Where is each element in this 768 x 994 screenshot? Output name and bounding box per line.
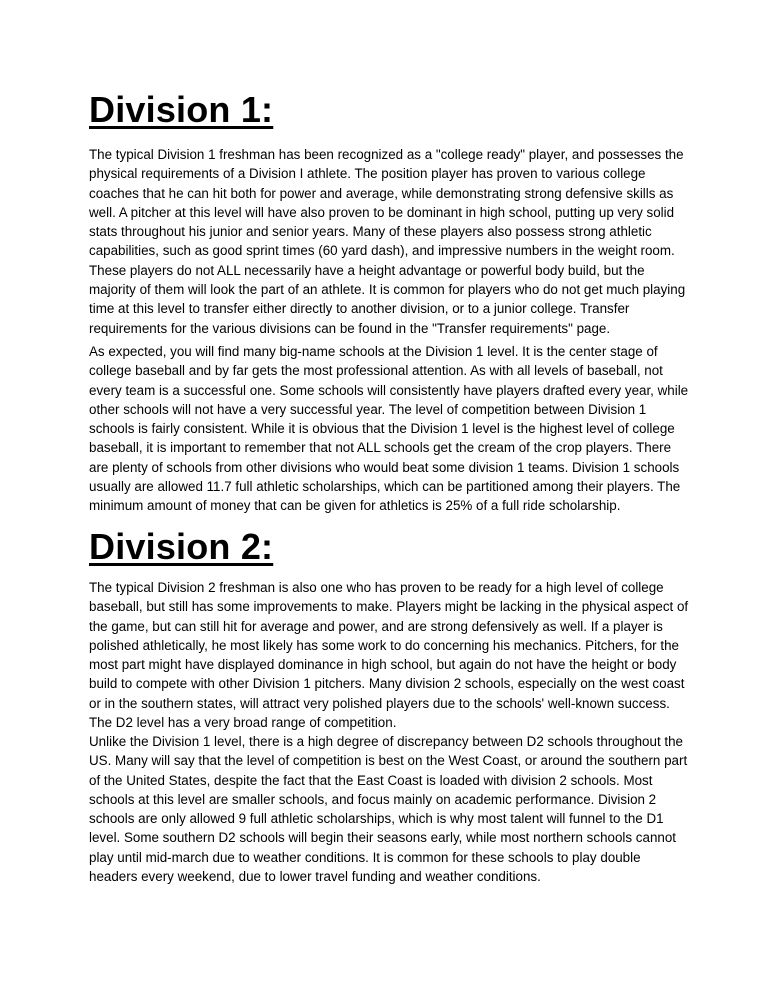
section-heading-division-2: Division 2: xyxy=(89,526,274,567)
division-1-paragraph-1: The typical Division 1 freshman has been recognized as a "college ready" player, and possesses the physical requirements of a Division I athlete. The position player has proven to various college coaches that he can hit both for power and average, while demonstrating strong defensive skills as well. A pitcher at this level will have also proven to be dominant in high school, putting up very solid stats throughout his junior and senior years. Many of these players also possess strong athletic capabilities, such as good sprint times (60 yard dash), and impressive numbers in the weight room. These players do not ALL necessarily have a height advantage or powerful body build, but the majority of them will look the part of an athlete. It is common for players who do not get much playing time at this level to transfer either directly to another division, or to a junior college. Transfer requirements for the various divisions can be found in the "Transfer requirements" page. xyxy=(89,147,686,336)
division-2-paragraph-2: Unlike the Division 1 level, there is a high degree of discrepancy between D2 schools throughout the US. Many will say that the level of competition is best on the West Coast, or around the southern part of the United States, despite the fact that the East Coast is loaded with division 2 schools. Most schools at this level are smaller schools, and focus mainly on academic performance. Division 2 schools are only allowed 9 full athletic scholarships, which is why most talent will funnel to the D1 level. Some southern D2 schools will begin their seasons early, while most northern schools cannot play until mid-march due to weather conditions. It is common for these schools to play double headers every weekend, due to lower travel funding and weather conditions. xyxy=(89,734,688,885)
division-2-paragraph-1: The typical Division 2 freshman is also one who has proven to be ready for a high level of college baseball, but still has some improvements to make. Players might be lacking in the physical aspect of the game, but can still hit for average and power, and are strong defensively as well. If a player is polished athletically, he most likely has some work to do concerning his mechanics. Pitchers, for the most part might have displayed dominance in high school, but again do not have the height or body build to compete with other Division 1 pitchers. Many division 2 schools, especially on the west coast or in the southern states, will attract very polished players due to the schools' well-known success. The D2 level has a very broad range of competition. xyxy=(89,580,689,731)
section-heading-division-1: Division 1: xyxy=(89,89,274,130)
division-1-paragraph-2: As expected, you will find many big-name schools at the Division 1 level. It is the center stage of college baseball and by far gets the most professional attention. As with all levels of baseball, not every team is a successful one. Some schools will consistently have players drafted every year, while other schools will not have a very successful year. The level of competition between Division 1 schools is fairly consistent. While it is obvious that the Division 1 level is the highest level of college baseball, it is important to remember that not ALL schools get the cream of the crop players. There are plenty of schools from other divisions who would beat some division 1 teams. Division 1 schools usually are allowed 11.7 full athletic scholarships, which can be partitioned among their players. The minimum amount of money that can be given for athletics is 25% of a full ride scholarship. xyxy=(89,344,689,514)
